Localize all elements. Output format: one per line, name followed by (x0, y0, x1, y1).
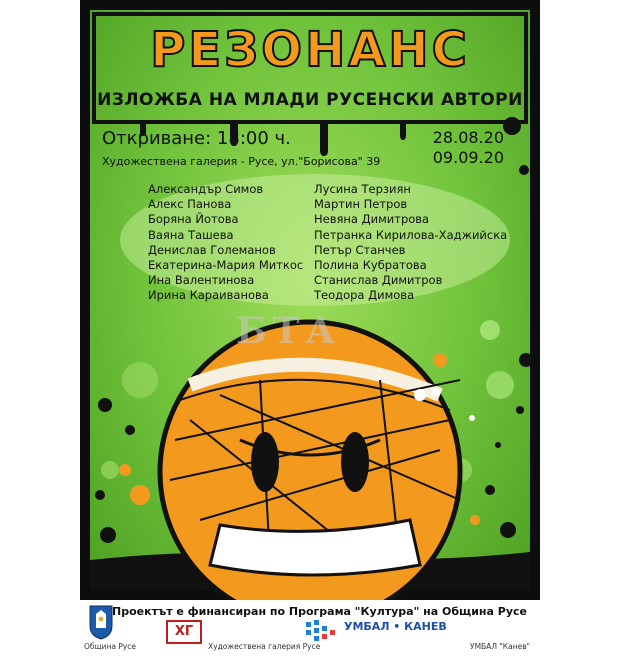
artist-name: Петранка Кирилова-Хаджийска (314, 227, 508, 242)
artist-name: Ваяна Ташева (148, 227, 234, 242)
exhibition-dates (433, 128, 504, 168)
artist-name: Ина Валентинова (148, 273, 255, 288)
gallery-logo-icon: ХГ (166, 620, 202, 644)
artist-name: Петър Станчев (314, 242, 406, 257)
opening-time: Откриване: 18:00 ч. (102, 128, 291, 149)
poster-title: РЕЗОНАНС (150, 22, 470, 78)
artist-name: Мартин Петров (314, 197, 408, 212)
artists-list-right (314, 182, 507, 304)
artist-name: Лусина Терзиян (314, 182, 411, 196)
hospital-label: УМБАЛ "Канев" (470, 642, 531, 651)
artist-name: Алекс Панова (148, 197, 232, 212)
hospital-logo-icon (304, 618, 340, 644)
municipality-label: Община Русе (84, 642, 137, 651)
artist-name: Боряна Йотова (148, 212, 239, 227)
title-block (94, 12, 526, 122)
venue-address: Художествена галерия - Русе, ул."Борисова" 39 (102, 155, 381, 168)
poster-subtitle: ИЗЛОЖБА НА МЛАДИ РУСЕНСКИ АВТОРИ (97, 90, 523, 110)
artist-name: Денислав Големанов (148, 242, 276, 257)
funding-note: Проектът е финансиран по Програма "Култура" на Община Русе (112, 605, 527, 618)
artist-name: Полина Кубратова (314, 258, 427, 273)
bandaged-face-illustration (160, 322, 460, 600)
bta-watermark: БТА (236, 310, 341, 352)
hospital-brand: УМБАЛ • КАНЕВ (344, 620, 447, 633)
artists-list-left (148, 182, 303, 304)
date-end: 09.09.20 (432, 148, 504, 167)
municipality-crest-icon (88, 604, 114, 640)
artist-name: Теодора Димова (314, 288, 415, 303)
artist-name: Екатерина-Мария Миткос (148, 258, 304, 273)
artist-name: Александър Симов (148, 182, 264, 196)
artist-name: Станислав Димитров (314, 273, 443, 288)
artist-name: Невяна Димитрова (314, 212, 430, 227)
gallery-label: Художествена галерия Русе (208, 642, 321, 651)
date-start: 28.08.20 (432, 128, 504, 147)
artist-name: Ирина Караиванова (148, 288, 269, 303)
